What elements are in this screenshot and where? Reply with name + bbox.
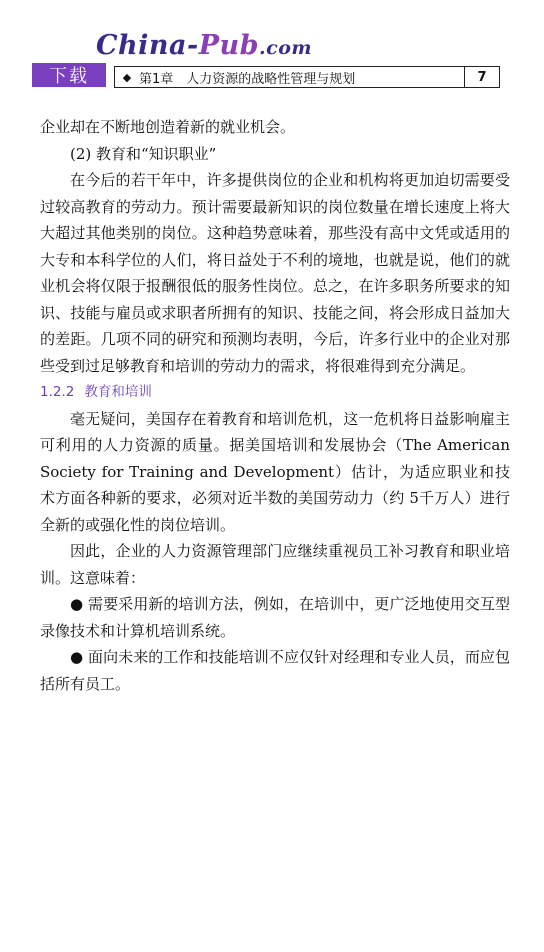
download-badge: 下载 xyxy=(32,63,106,87)
section-heading xyxy=(40,379,510,406)
section-number: 1.2.2 xyxy=(40,384,75,400)
bullet-item: ● 面向未来的工作和技能培训不应仅针对经理和专业人员，而应包括所有员工。 xyxy=(40,648,510,693)
page-body xyxy=(40,114,510,697)
bullet-item: ● 需要采用新的培训方法，例如，在培训中，更广泛地使用交互型录像技术和计算机培训系统。 xyxy=(40,595,510,640)
paragraph: 企业却在不断地创造着新的就业机会。 xyxy=(40,118,296,136)
site-logo xyxy=(96,30,312,61)
paragraph: 因此，企业的人力资源管理部门应继续重视员工补习教育和职业培训。这意味着： xyxy=(40,542,510,587)
logo-text-com: .com xyxy=(259,37,312,59)
page-number: 7 xyxy=(464,67,499,87)
section-title: 教育和培训 xyxy=(84,384,152,400)
chapter-header xyxy=(114,66,500,88)
paragraph: 在今后的若干年中，许多提供岗位的企业和机构将更加迫切需要受过较高教育的劳动力。预计需要最新知识的岗位数量在增长速度上将大大超过其他类别的岗位。这种趋势意味着，那些没有高中文凭或适用的大专和本科学位的人们，将日益处于不利的境地，也就是说，他们的就业机会将仅限于报酬很低的服务性岗位。总之，在许多职务所要求的知识、技能与雇员或求职者所拥有的知识、技能之间，将会形成日益加大的差距。几项不同的研究和预测均表明，今后，许多行业中的企业对那些受到过足够教育和培训的劳动力的需求，将很难得到充分满足。 xyxy=(40,171,510,375)
subheading: (2) 教育和“知识职业” xyxy=(70,144,217,163)
logo-text-pub: Pub xyxy=(198,30,260,61)
logo-text-china: China- xyxy=(96,30,199,61)
paragraph: 毫无疑问，美国存在着教育和培训危机，这一危机将日益影响雇主可利用的人力资源的质量。据美国培训和发展协会（The American Society for Training and Development）估计，为适应职业和技术方面各种新的要求，必须对近半数的美国劳动力（约 5千万人）进行全新的或强化性的岗位培训。 xyxy=(40,409,510,534)
chapter-title: 第1章 人力资源的战略性管理与规划 xyxy=(139,71,356,87)
diamond-icon: ◆ xyxy=(122,70,132,84)
